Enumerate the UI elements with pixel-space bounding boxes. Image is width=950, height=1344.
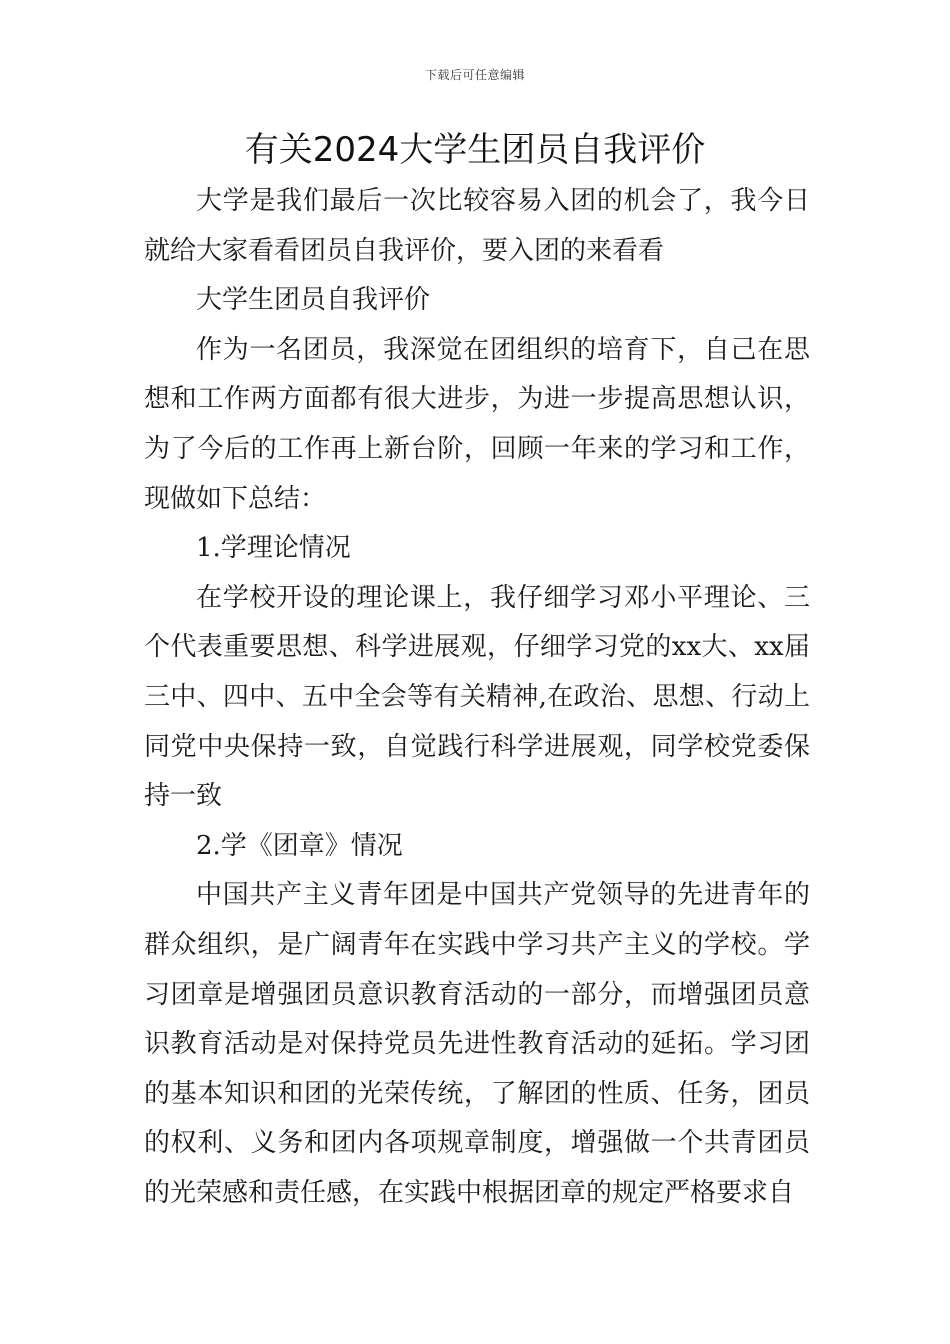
theory-paragraph: 在学校开设的理论课上，我仔细学习邓小平理论、三个代表重要思想、科学进展观，仔细学习党的xx大、xx届三中、四中、五中全会等有关精神,在政治、思想、行动上同党中央保持一致，自觉践行科学进展观，同学校党委保持一致 [144,582,810,812]
download-note: 下载后可任意编辑 [424,68,525,82]
document-title: 有关2024大学生团员自我评价 [244,130,706,170]
charter-paragraph: 中国共产主义青年团是中国共产党领导的先进青年的群众组织，是广阔青年在实践中学习共产主义的学校。学习团章是增强团员意识教育活动的一部分，而增强团员意识教育活动是对保持党员先进性教育活动的延拓。学习团的基本知识和团的光荣传统，了解团的性质、任务，团员的权利、义务和团内各项规章制度，增强做一个共青团员的光荣感和责任感，在实践中根据团章的规定严格要求自 [144,880,810,1208]
theory-heading: 1.学理论情况 [196,533,351,564]
intro-paragraph: 大学是我们最后一次比较容易入团的机会了，我今日就给大家看看团员自我评价，要入团的来看看 [144,186,810,266]
charter-heading: 2.学《团章》情况 [196,830,403,861]
summary-paragraph: 作为一名团员，我深觉在团组织的培育下，自己在思想和工作两方面都有很大进步，为进一步提高思想认识，为了今后的工作再上新台阶，回顾一年来的学习和工作，现做如下总结： [144,334,810,514]
section-heading: 大学生团员自我评价 [196,285,431,316]
document-body [144,177,810,1218]
